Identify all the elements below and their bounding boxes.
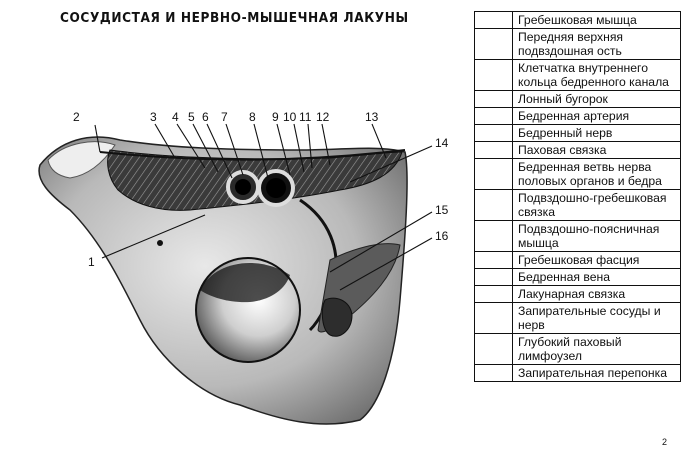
- legend-text: Гребешковая мышца: [513, 12, 681, 29]
- label-4: 4: [172, 110, 179, 124]
- label-14: 14: [435, 136, 449, 150]
- legend-text: Паховая связка: [513, 142, 681, 159]
- legend-text: Гребешковая фасция: [513, 252, 681, 269]
- page-footnote: 2: [662, 437, 668, 447]
- label-3: 3: [150, 110, 157, 124]
- legend-text: Лакунарная связка: [513, 286, 681, 303]
- legend-row: [475, 269, 681, 286]
- legend-row: [475, 125, 681, 142]
- legend-text: Подвздошно-поясничная мышца: [513, 221, 681, 252]
- label-16: 16: [435, 229, 449, 243]
- label-5: 5: [188, 110, 195, 124]
- legend-text: Клетчатка внутреннего кольца бедренного канала: [513, 60, 681, 91]
- legend-text: Подвздошно-гребешковая связка: [513, 190, 681, 221]
- legend-text: Глубокий паховый лимфоузел: [513, 334, 681, 365]
- legend-table: [474, 11, 681, 382]
- legend-row: [475, 60, 681, 91]
- legend-text: Лонный бугорок: [513, 91, 681, 108]
- legend-text: Передняя верхняя подвздошная ость: [513, 29, 681, 60]
- legend-row: [475, 286, 681, 303]
- legend-row: [475, 142, 681, 159]
- label-13: 13: [365, 110, 379, 124]
- legend-row: [475, 303, 681, 334]
- label-15: 15: [435, 203, 449, 217]
- legend-row: [475, 29, 681, 60]
- label-2: 2: [73, 110, 80, 124]
- label-6: 6: [202, 110, 209, 124]
- legend-text: Бедренная вена: [513, 269, 681, 286]
- label-8: 8: [249, 110, 256, 124]
- page-title: СОСУДИСТАЯ И НЕРВНО-МЫШЕЧНАЯ ЛАКУНЫ: [60, 10, 409, 26]
- legend-text: Запирательные сосуды и нерв: [513, 303, 681, 334]
- legend-row: [475, 108, 681, 125]
- legend-text: Бедренная артерия: [513, 108, 681, 125]
- legend-row: [475, 91, 681, 108]
- legend-row: [475, 252, 681, 269]
- label-7: 7: [221, 110, 228, 124]
- label-12: 12: [316, 110, 330, 124]
- legend-text: Бедренная ветвь нерва половых органов и бедра: [513, 159, 681, 190]
- legend-text: Бедренный нерв: [513, 125, 681, 142]
- legend-row: [475, 12, 681, 29]
- label-11: 11: [299, 110, 312, 124]
- label-1: 1: [88, 255, 95, 269]
- legend-row: [475, 365, 681, 382]
- legend-row: [475, 334, 681, 365]
- legend-row: [475, 221, 681, 252]
- legend-row: [475, 159, 681, 190]
- legend-text: Запирательная перепонка: [513, 365, 681, 382]
- legend-row: [475, 190, 681, 221]
- label-10: 10: [283, 110, 297, 124]
- label-9: 9: [272, 110, 279, 124]
